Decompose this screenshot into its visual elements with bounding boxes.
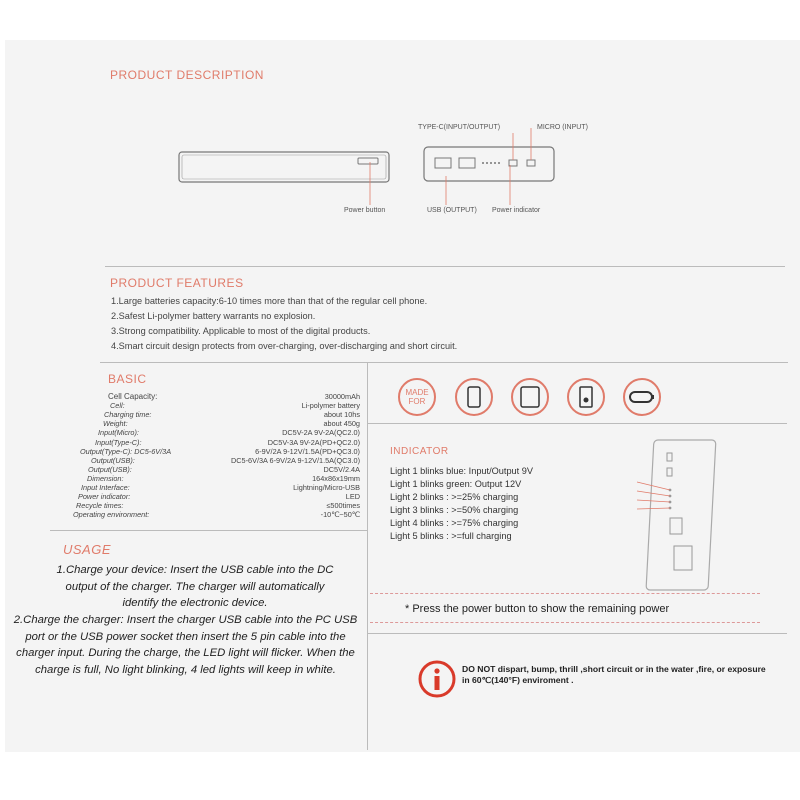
power-button-label: Power button (344, 207, 386, 214)
spec-value: DC5-6V/3A 6-9V/2A 9-12V/1.5A(QC3.0) (231, 455, 360, 465)
spec-value: DC5V-3A 9V-2A(PD+QC2.0) (267, 437, 360, 447)
spec-value: -10℃~50℃ (320, 510, 360, 520)
indicator-line: Light 3 blinks : >=50% charging (390, 505, 519, 515)
spec-value: DC5V-2A 9V-2A(QC2.0) (282, 428, 360, 438)
spec-label: Input(Type-C): (95, 437, 142, 447)
feature-item: 1.Large batteries capacity:6-10 times more than that of the regular cell phone. (111, 296, 428, 306)
divider (100, 362, 788, 363)
made-for-badge (398, 378, 436, 416)
usb-output-label: USB (OUTPUT) (427, 207, 477, 214)
spec-label: Output(Type-C): DC5-6V/3A (80, 446, 172, 456)
feature-item: 4.Smart circuit design protects from over-charging, over-discharging and short circuit. (111, 341, 458, 351)
spec-label: Charging time: (104, 410, 152, 420)
feature-item: 2.Safest Li-polymer battery warrants no explosion. (111, 311, 316, 321)
indicator-line: Light 4 blinks : >=75% charging (390, 518, 519, 528)
basic-title: BASIC (108, 372, 147, 386)
spec-value: Li-polymer battery (301, 401, 360, 411)
spec-value: 164x86x19mm (312, 473, 360, 483)
power-bank-icon (623, 378, 661, 416)
spec-value: about 450g (323, 419, 360, 429)
usage-step-1: 1.Charge your device: Insert the USB cable into the DC output of the charger. The charger will automatically identify the electronic device. (56, 564, 334, 609)
indicator-title: INDICATOR (390, 446, 449, 457)
spec-value: ≤500times (326, 501, 360, 511)
power-bank-side-view (178, 148, 393, 188)
indicator-line: Light 2 blinks : >=25% charging (390, 492, 519, 502)
power-indicator-label: Power indicator (492, 207, 541, 214)
tablet-icon (511, 378, 549, 416)
divider (105, 266, 785, 267)
music-player-icon (567, 378, 605, 416)
phone-icon (455, 378, 493, 416)
product-features-title: PRODUCT FEATURES (110, 276, 244, 290)
indicator-line: Light 5 blinks : >=full charging (390, 531, 512, 541)
type-c-label: TYPE-C(INPUT/OUTPUT) (418, 124, 501, 131)
product-description-title: PRODUCT DESCRIPTION (110, 68, 264, 82)
power-bank-indicator-diagram (612, 438, 722, 598)
divider (367, 362, 368, 750)
made-for-line2: FOR (408, 397, 426, 406)
divider (367, 633, 787, 634)
spec-label: Output(USB): (88, 464, 132, 474)
divider (50, 530, 367, 531)
spec-label: Input Interface: (81, 483, 130, 492)
dashed-divider (370, 593, 760, 595)
spec-value: Lightning/Micro-USB (293, 483, 360, 492)
spec-value: DC5V/2.4A (323, 464, 360, 474)
spec-label: Operating environment: (73, 510, 150, 520)
indicator-line: Light 1 blinks green: Output 12V (390, 479, 522, 489)
indicator-line: Light 1 blinks blue: Input/Output 9V (390, 466, 534, 476)
spec-value: LED (345, 492, 360, 502)
dashed-divider (370, 622, 760, 624)
made-for-line1: MADE (405, 388, 429, 397)
spec-label: Dimension: (87, 473, 124, 483)
power-bank-ports-view (423, 145, 558, 185)
spec-label: Output(USB): (91, 455, 135, 465)
warning-icon (418, 660, 456, 698)
micro-label: MICRO (INPUT) (537, 124, 588, 131)
spec-label: Recycle times: (76, 501, 124, 511)
feature-item: 3.Strong compatibility. Applicable to most of the digital products. (111, 326, 371, 336)
spec-label: Cell Capacity: (108, 392, 158, 401)
indicator-note: * Press the power button to show the remaining power (405, 603, 670, 615)
spec-label: Cell: (110, 401, 125, 411)
spec-label: Weight: (103, 419, 128, 429)
spec-value: 6-9V/2A 9-12V/1.5A(PD+QC3.0) (255, 446, 360, 456)
spec-value: 30000mAh (324, 392, 360, 401)
usage-title: USAGE (63, 542, 112, 557)
usage-step-2: 2.Charge the charger: Insert the charger USB cable into the PC USB port or the USB power socket then insert the 5 pin cable into the charger input. During the charge, the LED light will flicker. When the charge is full, No light blinking, 4 led lights will keep in white. (13, 614, 358, 676)
spec-label: Power indicator: (78, 492, 131, 502)
divider (367, 423, 787, 424)
warning-text: DO NOT dispart, bump, thrill ,short circuit or in the water ,fire, or exposure in 60℃(140°F) enviroment . (462, 664, 766, 685)
spec-value: about 10hs (323, 410, 360, 420)
spec-label: Input(Micro): (98, 428, 139, 438)
